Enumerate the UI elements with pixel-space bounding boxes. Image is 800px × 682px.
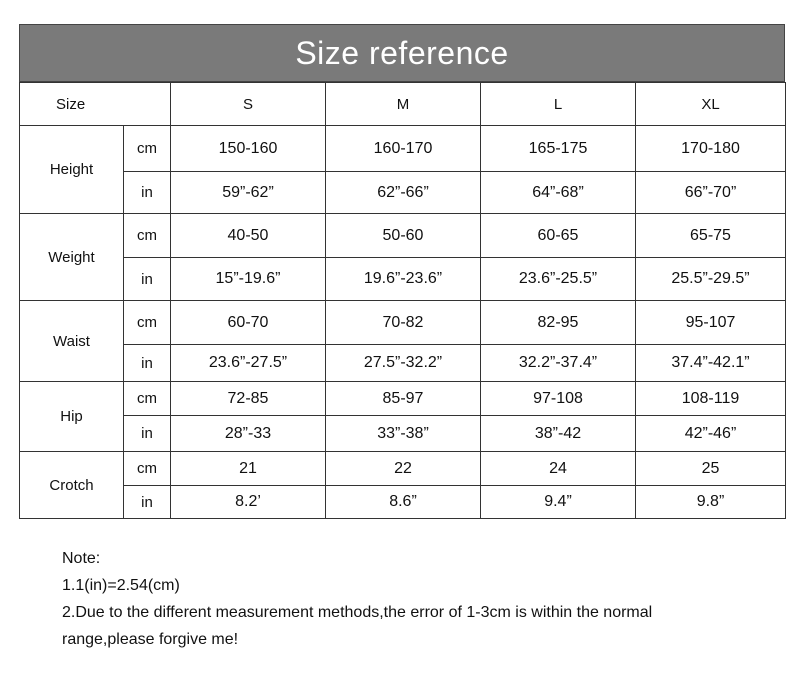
value-cell: 97-108 bbox=[481, 382, 636, 416]
table-row bbox=[20, 126, 786, 172]
unit-in: in bbox=[124, 416, 171, 452]
unit-cm: cm bbox=[124, 452, 171, 486]
table-row bbox=[20, 258, 786, 301]
value-cell: 108-119 bbox=[636, 382, 786, 416]
note-line-2: 2.Due to the different measurement methods,the error of 1-3cm is within the normal bbox=[62, 604, 653, 621]
value-cell: 21 bbox=[171, 452, 326, 486]
value-cell: 85-97 bbox=[326, 382, 481, 416]
value-cell: 59”-62” bbox=[171, 172, 326, 214]
value-cell: 25 bbox=[636, 452, 786, 486]
size-chart bbox=[19, 24, 785, 519]
value-cell: 64”-68” bbox=[481, 172, 636, 214]
value-cell: 8.2’ bbox=[171, 486, 326, 519]
value-cell: 42”-46” bbox=[636, 416, 786, 452]
value-cell: 23.6”-25.5” bbox=[481, 258, 636, 301]
row-group-label: Height bbox=[20, 126, 124, 214]
table-row bbox=[20, 452, 786, 486]
table-row bbox=[20, 301, 786, 345]
note-line-1: 1.1(in)=2.54(cm) bbox=[62, 577, 180, 594]
value-cell: 95-107 bbox=[636, 301, 786, 345]
table-row bbox=[20, 214, 786, 258]
table-row bbox=[20, 486, 786, 519]
table-row bbox=[20, 172, 786, 214]
note-heading: Note: bbox=[62, 550, 101, 567]
value-cell: 72-85 bbox=[171, 382, 326, 416]
value-cell: 82-95 bbox=[481, 301, 636, 345]
value-cell: 160-170 bbox=[326, 126, 481, 172]
value-cell: 19.6”-23.6” bbox=[326, 258, 481, 301]
value-cell: 70-82 bbox=[326, 301, 481, 345]
row-group-label: Hip bbox=[20, 382, 124, 452]
size-table bbox=[19, 82, 786, 519]
table-row bbox=[20, 345, 786, 382]
note-section bbox=[62, 545, 762, 653]
unit-cm: cm bbox=[124, 214, 171, 258]
header-row bbox=[20, 83, 786, 126]
value-cell: 27.5”-32.2” bbox=[326, 345, 481, 382]
value-cell: 60-65 bbox=[481, 214, 636, 258]
value-cell: 38”-42 bbox=[481, 416, 636, 452]
value-cell: 33”-38” bbox=[326, 416, 481, 452]
row-group-label: Waist bbox=[20, 301, 124, 382]
value-cell: 150-160 bbox=[171, 126, 326, 172]
value-cell: 8.6” bbox=[326, 486, 481, 519]
value-cell: 15”-19.6” bbox=[171, 258, 326, 301]
unit-in: in bbox=[124, 486, 171, 519]
value-cell: 28”-33 bbox=[171, 416, 326, 452]
size-l-header: L bbox=[481, 83, 636, 126]
value-cell: 24 bbox=[481, 452, 636, 486]
note-line-3: range,please forgive me! bbox=[62, 631, 239, 648]
unit-in: in bbox=[124, 172, 171, 214]
size-header: Size bbox=[20, 83, 171, 126]
unit-cm: cm bbox=[124, 126, 171, 172]
value-cell: 50-60 bbox=[326, 214, 481, 258]
value-cell: 165-175 bbox=[481, 126, 636, 172]
value-cell: 25.5”-29.5” bbox=[636, 258, 786, 301]
row-group-label: Weight bbox=[20, 214, 124, 301]
value-cell: 37.4”-42.1” bbox=[636, 345, 786, 382]
value-cell: 62”-66” bbox=[326, 172, 481, 214]
value-cell: 9.8” bbox=[636, 486, 786, 519]
value-cell: 170-180 bbox=[636, 126, 786, 172]
value-cell: 60-70 bbox=[171, 301, 326, 345]
value-cell: 9.4” bbox=[481, 486, 636, 519]
size-m-header: M bbox=[326, 83, 481, 126]
value-cell: 66”-70” bbox=[636, 172, 786, 214]
size-s-header: S bbox=[171, 83, 326, 126]
table-row bbox=[20, 382, 786, 416]
size-xl-header: XL bbox=[636, 83, 786, 126]
table-row bbox=[20, 416, 786, 452]
value-cell: 40-50 bbox=[171, 214, 326, 258]
value-cell: 32.2”-37.4” bbox=[481, 345, 636, 382]
unit-in: in bbox=[124, 345, 171, 382]
value-cell: 23.6”-27.5” bbox=[171, 345, 326, 382]
unit-cm: cm bbox=[124, 382, 171, 416]
value-cell: 65-75 bbox=[636, 214, 786, 258]
unit-in: in bbox=[124, 258, 171, 301]
unit-cm: cm bbox=[124, 301, 171, 345]
row-group-label: Crotch bbox=[20, 452, 124, 519]
chart-title: Size reference bbox=[19, 24, 785, 82]
value-cell: 22 bbox=[326, 452, 481, 486]
